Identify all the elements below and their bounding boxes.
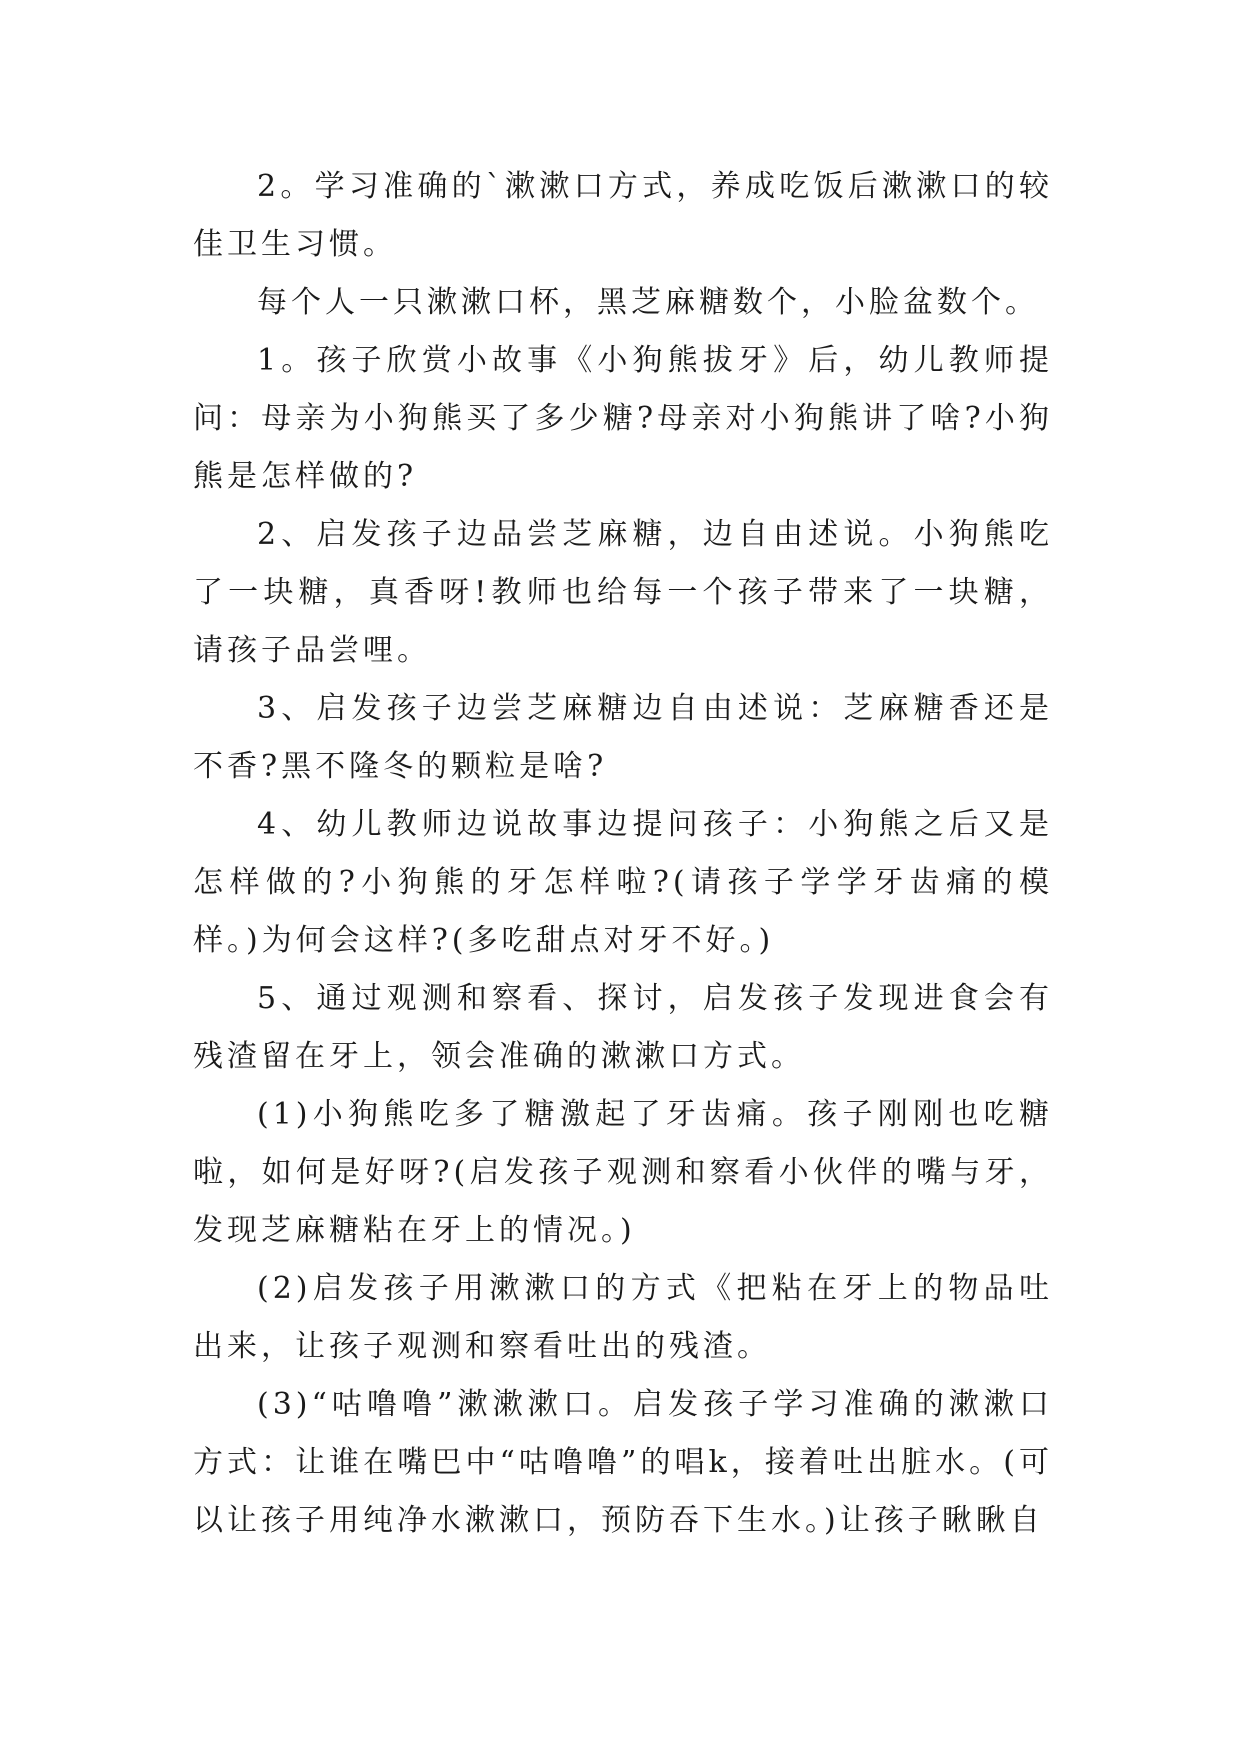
paragraph-step-2: 2、启发孩子边品尝芝麻糖，边自由述说。小狗熊吃了一块糖，真香呀!教师也给每一个孩子带来了一块糖，请孩子品尝哩。: [193, 517, 1053, 668]
document-body: [193, 158, 1053, 1550]
paragraph-substep-1: (1)小狗熊吃多了糖激起了牙齿痛。孩子刚刚也吃糖啦，如何是好呀?(启发孩子观测和察看小伙伴的嘴与牙，发现芝麻糖粘在牙上的情况。): [193, 1097, 1053, 1248]
paragraph-materials: 每个人一只漱漱口杯，黑芝麻糖数个，小脸盆数个。: [257, 285, 1039, 320]
paragraph-substep-3: (3)“咕噜噜”漱漱漱口。启发孩子学习准确的漱漱口方式：让谁在嘴巴中“咕噜噜”的唱k，接着吐出脏水。(可以让孩子用纯净水漱漱口，预防吞下生水。)让孩子瞅瞅自: [193, 1387, 1053, 1538]
paragraph-step-1: 1。孩子欣赏小故事《小狗熊拔牙》后，幼儿教师提问：母亲为小狗熊买了多少糖?母亲对小狗熊讲了啥?小狗熊是怎样做的?: [193, 343, 1053, 494]
paragraph-step-5: 5、通过观测和察看、探讨，启发孩子发现进食会有残渣留在牙上，领会准确的漱漱口方式。: [193, 981, 1053, 1074]
paragraph-substep-2: (2)启发孩子用漱漱口的方式《把粘在牙上的物品吐出来，让孩子观测和察看吐出的残渣。: [193, 1271, 1053, 1364]
paragraph-step-3: 3、启发孩子边尝芝麻糖边自由述说：芝麻糖香还是不香?黑不隆冬的颗粒是啥?: [193, 691, 1053, 784]
paragraph-step-4: 4、幼儿教师边说故事边提问孩子：小狗熊之后又是怎样做的?小狗熊的牙怎样啦?(请孩子学学牙齿痛的模样。)为何会这样?(多吃甜点对牙不好。): [193, 807, 1053, 958]
paragraph-learning-goal: 2。学习准确的`漱漱口方式，养成吃饭后漱漱口的较佳卫生习惯。: [193, 169, 1053, 262]
